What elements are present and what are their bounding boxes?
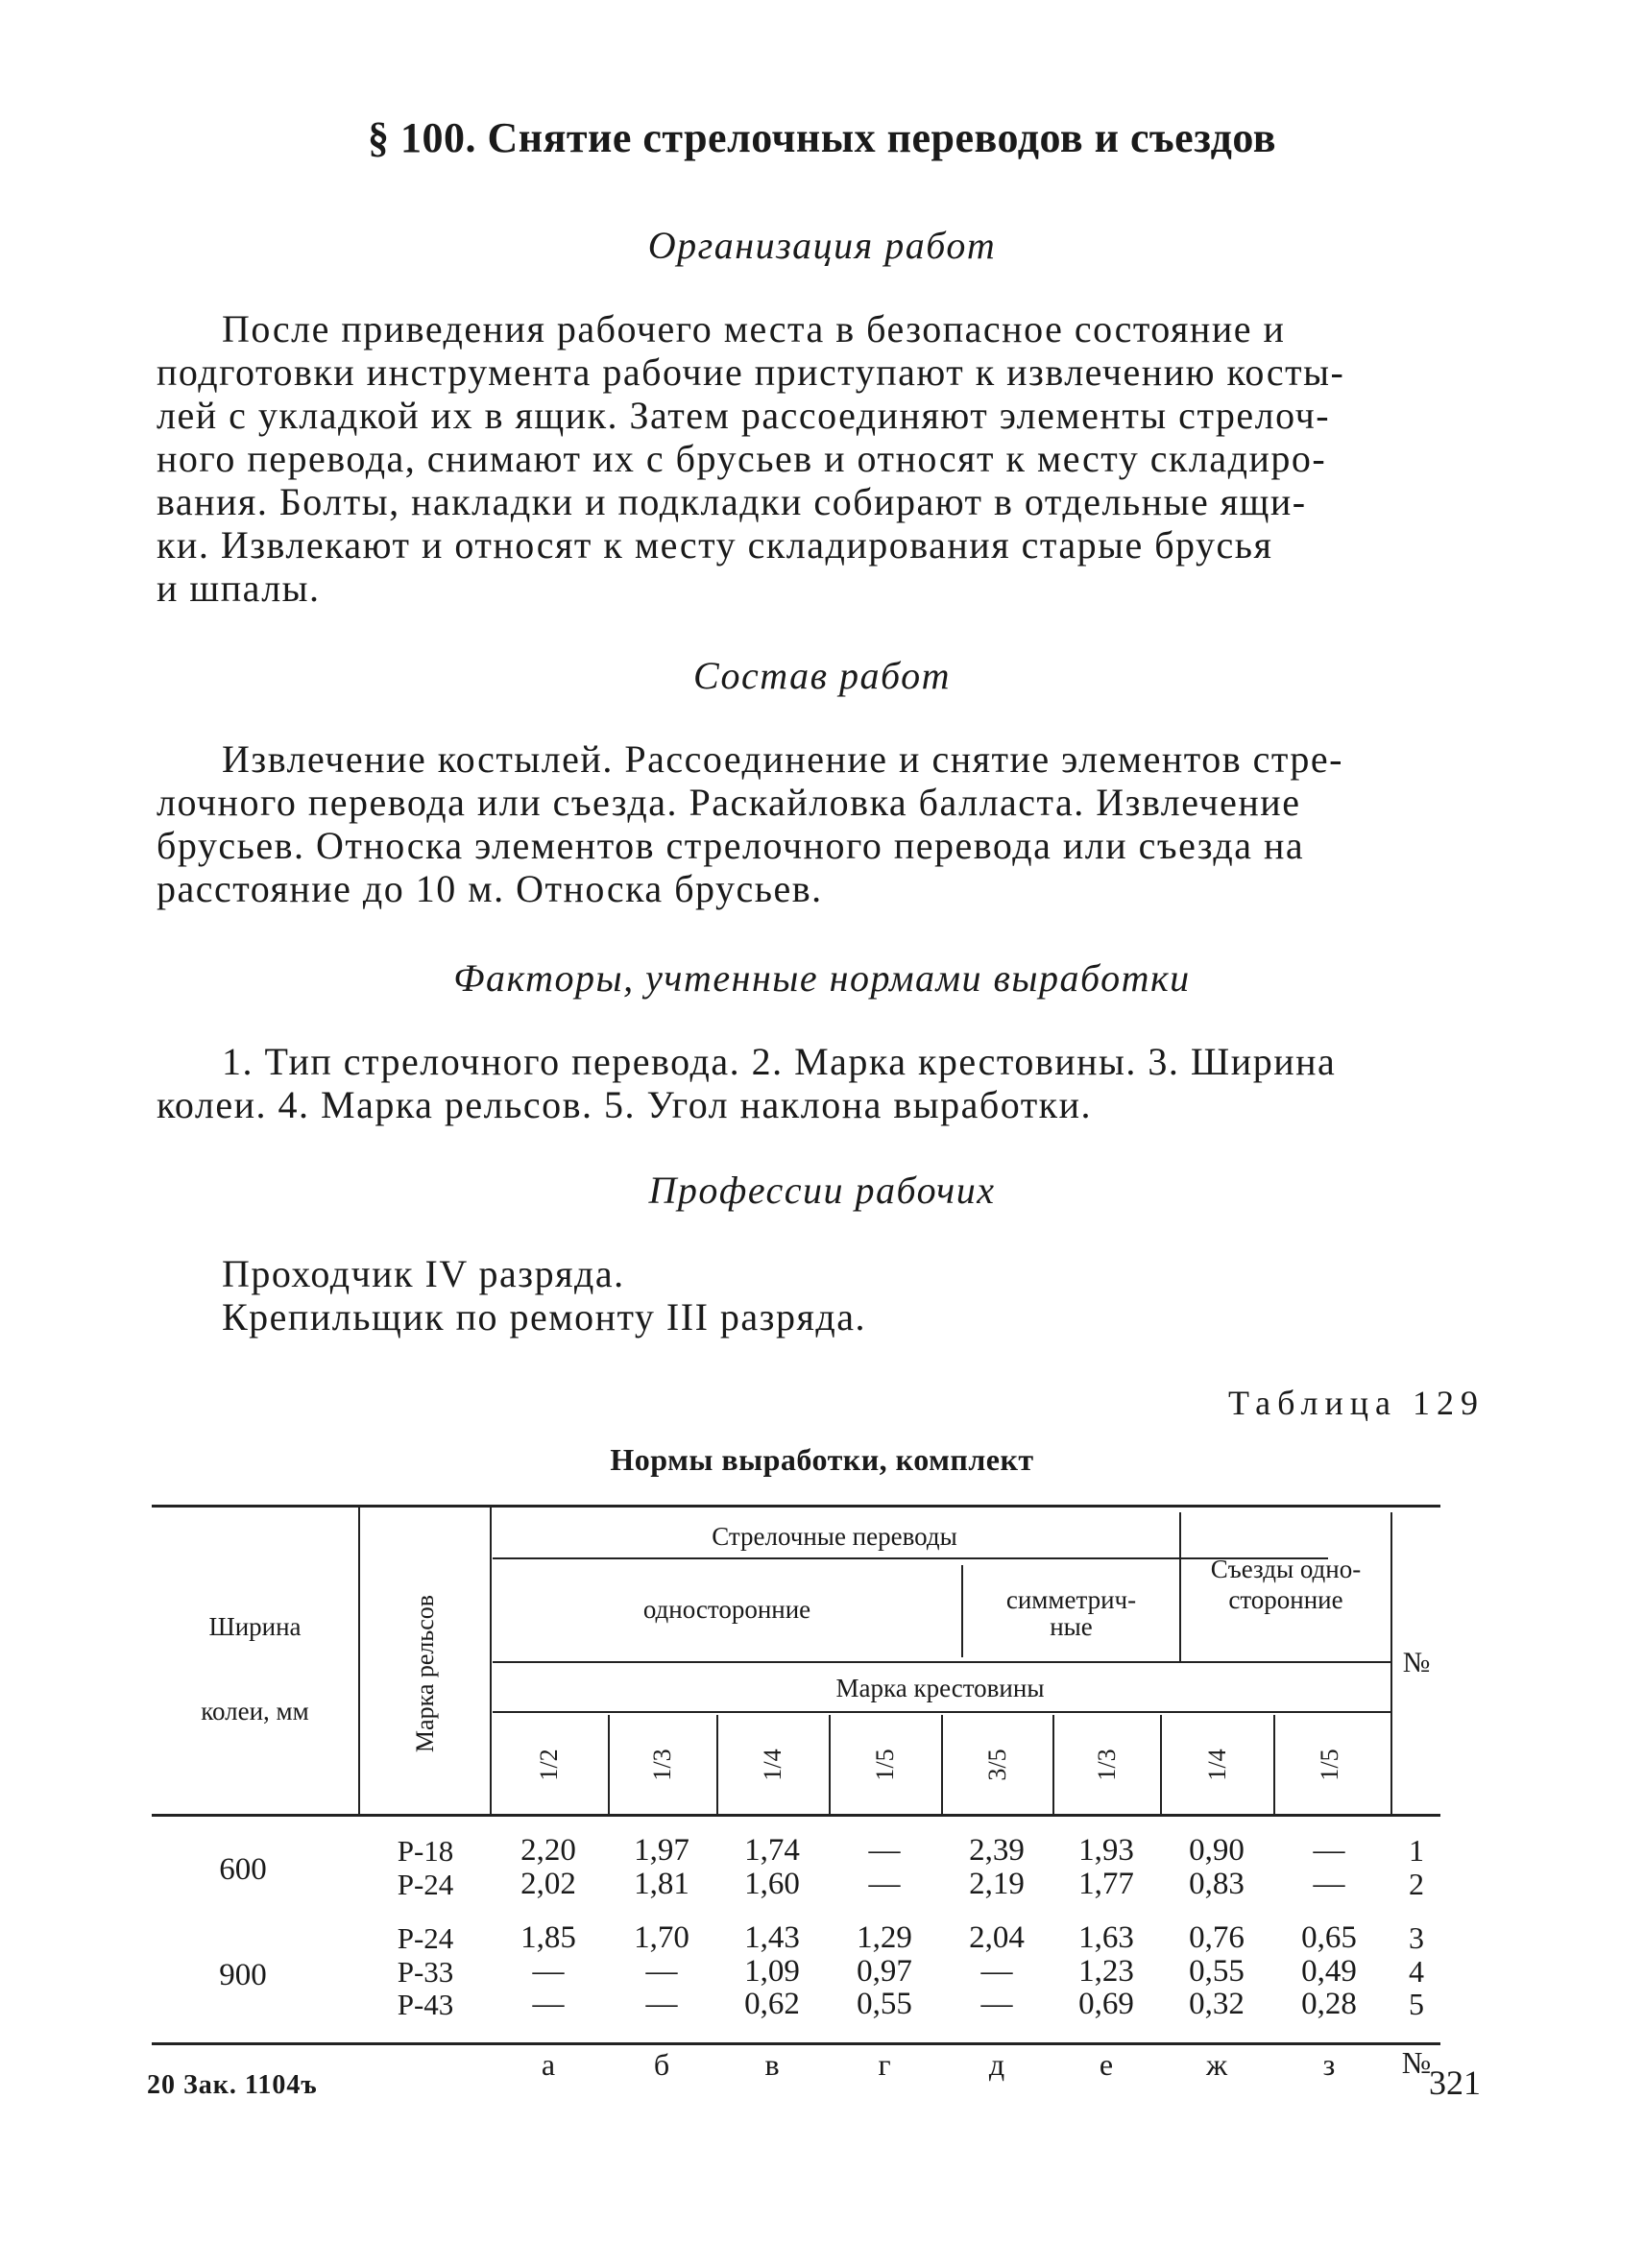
frog-col-label: 1/5 xyxy=(1316,1749,1343,1781)
org-paragraph xyxy=(157,307,1485,610)
value-cell: 1,43 xyxy=(744,1920,800,1955)
rail-brand-cell: Р-33 xyxy=(397,1955,454,1989)
frog-col-label: 1/3 xyxy=(648,1749,676,1781)
value-cell: 2,20 xyxy=(520,1833,576,1868)
value-cell: — xyxy=(1313,1833,1345,1868)
value-cell: 0,90 xyxy=(1189,1833,1245,1868)
rule-under-frog-mark xyxy=(493,1711,1390,1713)
col-divider xyxy=(1052,1715,1054,1814)
value-cell: 0,55 xyxy=(857,1987,912,2021)
crossovers-header-line1: Съезды одно- xyxy=(1210,1555,1362,1583)
col-divider xyxy=(1160,1715,1162,1814)
value-cell: 1,29 xyxy=(857,1920,912,1955)
row-number: 4 xyxy=(1409,1954,1424,1989)
gauge-header-line1: Ширина xyxy=(208,1612,302,1641)
col-divider xyxy=(1273,1715,1275,1814)
value-cell: — xyxy=(532,1954,565,1989)
col-divider xyxy=(358,1505,360,1814)
value-cell: — xyxy=(980,1987,1013,2021)
value-cell: 0,69 xyxy=(1078,1987,1134,2021)
factors-line: 1. Тип стрелочного перевода. 2. Марка крестовины. 3. Ширина xyxy=(222,1040,1337,1083)
crossovers-header-line2: сторонние xyxy=(1228,1585,1343,1614)
factors-line: колеи. 4. Марка рельсов. 5. Угол наклона выработки. xyxy=(157,1083,1093,1126)
column-letter: в xyxy=(764,2047,780,2082)
value-cell: 1,63 xyxy=(1078,1920,1134,1955)
value-cell: 1,23 xyxy=(1078,1954,1134,1989)
professions-subheading: Профессии рабочих xyxy=(648,1169,996,1212)
column-letter: ж xyxy=(1205,2047,1228,2082)
symmetric-header-line2: ные xyxy=(1050,1612,1093,1641)
value-cell: — xyxy=(1313,1867,1345,1901)
composition-line: Извлечение костылей. Рассоединение и снятие элементов стре- xyxy=(222,737,1343,781)
table-bottom-rule xyxy=(152,2042,1440,2045)
org-line: ного перевода, снимают их с брусьев и относят к месту складиро- xyxy=(157,437,1327,480)
column-letter: а xyxy=(541,2047,556,2082)
composition-subheading: Состав работ xyxy=(693,654,951,697)
frog-col-label: 1/4 xyxy=(1203,1749,1231,1781)
column-letter: б xyxy=(653,2047,670,2082)
org-line: вания. Болты, накладки и подкладки собирают в отдельные ящи- xyxy=(157,480,1307,523)
rail-brand-header: Марка рельсов xyxy=(411,1594,439,1753)
gauge-900: 900 xyxy=(219,1958,267,1992)
row-number: 3 xyxy=(1409,1920,1424,1955)
value-cell: — xyxy=(980,1954,1013,1989)
gauge-header-line2: колеи, мм xyxy=(201,1697,309,1725)
value-cell: 0,76 xyxy=(1189,1920,1245,1955)
value-cell: 1,93 xyxy=(1078,1833,1134,1868)
header-bottom-rule xyxy=(152,1814,1440,1817)
value-cell: 1,74 xyxy=(744,1833,800,1868)
column-letter: г xyxy=(878,2047,891,2082)
value-cell: — xyxy=(868,1833,901,1868)
value-cell: 1,09 xyxy=(744,1954,800,1989)
org-line: лей с укладкой их в ящик. Затем рассоединяют элементы стрелоч- xyxy=(157,394,1331,437)
column-letter: з xyxy=(1322,2047,1336,2082)
rail-brand-cell: Р-24 xyxy=(397,1868,454,1901)
symmetric-header-line1: симметрич- xyxy=(1005,1585,1137,1614)
col-divider xyxy=(829,1715,831,1814)
value-cell: 0,55 xyxy=(1189,1954,1245,1989)
column-letter: д xyxy=(988,2047,1005,2082)
table-title: Нормы выработки, комплект xyxy=(610,1442,1034,1477)
value-cell: 2,39 xyxy=(969,1833,1025,1868)
frog-col-label: 1/4 xyxy=(759,1749,786,1781)
letters-number-label: № xyxy=(1401,2045,1432,2080)
gauge-600: 600 xyxy=(219,1852,267,1887)
row-number: 1 xyxy=(1409,1833,1424,1868)
value-cell: 0,32 xyxy=(1189,1987,1245,2021)
col-divider xyxy=(490,1505,492,1814)
col-divider xyxy=(941,1715,943,1814)
value-cell: 1,77 xyxy=(1078,1867,1134,1901)
frog-mark-header: Марка крестовины xyxy=(835,1674,1045,1702)
value-cell: 0,65 xyxy=(1301,1920,1357,1955)
value-cell: 1,81 xyxy=(634,1867,689,1901)
org-line: и шпалы. xyxy=(157,567,321,610)
org-subheading: Организация работ xyxy=(647,224,997,267)
number-header: № xyxy=(1402,1647,1431,1678)
value-cell: 2,02 xyxy=(520,1867,576,1901)
frog-col-label: 1/3 xyxy=(1093,1749,1121,1781)
org-line: ки. Извлекают и относят к месту складирования старые брусья xyxy=(157,523,1273,567)
rule-under-types xyxy=(493,1661,1390,1663)
row-number: 5 xyxy=(1409,1987,1424,2021)
value-cell: 0,62 xyxy=(744,1987,800,2021)
professions-line: Проходчик IV разряда. xyxy=(222,1252,625,1295)
professions-line: Крепильщик по ремонту III разряда. xyxy=(222,1295,866,1339)
norms-table xyxy=(152,1505,1440,2082)
composition-paragraph xyxy=(157,737,1485,910)
rail-brand-cell: Р-43 xyxy=(397,1988,454,2021)
value-cell: 1,60 xyxy=(744,1867,800,1901)
value-cell: 1,85 xyxy=(520,1920,576,1955)
value-cell: — xyxy=(868,1867,901,1901)
one-sided-header: односторонние xyxy=(642,1595,811,1624)
frog-col-label: 1/2 xyxy=(535,1749,563,1781)
value-cell: — xyxy=(645,1987,678,2021)
rail-brand-cell: Р-24 xyxy=(397,1921,454,1955)
column-letter: е xyxy=(1099,2047,1114,2082)
table-number: Таблица 129 xyxy=(1228,1384,1485,1422)
value-cell: 0,83 xyxy=(1189,1867,1245,1901)
value-cell: 1,97 xyxy=(634,1833,689,1868)
org-line: подготовки инструмента рабочие приступают к извлечению косты- xyxy=(157,350,1345,394)
value-cell: 1,70 xyxy=(634,1920,689,1955)
value-cell: — xyxy=(645,1954,678,1989)
col-divider xyxy=(716,1715,718,1814)
rail-brand-cell: Р-18 xyxy=(397,1834,454,1868)
professions-paragraph xyxy=(157,1252,1485,1339)
value-cell: — xyxy=(532,1987,565,2021)
composition-line: лочного перевода или съезда. Раскайловка балласта. Извлечение xyxy=(157,781,1301,824)
print-order-note: 20 Зак. 1104ъ xyxy=(147,2070,318,2100)
factors-subheading: Факторы, учтенные нормами выработки xyxy=(453,956,1191,1000)
col-divider xyxy=(608,1715,610,1814)
section-heading: § 100. Снятие стрелочных переводов и съездов xyxy=(367,114,1277,161)
frog-col-label: 1/5 xyxy=(871,1749,899,1781)
composition-line: брусьев. Относка элементов стрелочного перевода или съезда на xyxy=(157,824,1305,867)
page-number: 321 xyxy=(1429,2063,1481,2102)
value-cell: 2,19 xyxy=(969,1867,1025,1901)
value-cell: 0,49 xyxy=(1301,1954,1357,1989)
row-number: 2 xyxy=(1409,1867,1424,1901)
org-line: После приведения рабочего места в безопасное состояние и xyxy=(222,307,1286,350)
value-cell: 0,28 xyxy=(1301,1987,1357,2021)
composition-line: расстояние до 10 м. Относка брусьев. xyxy=(157,867,823,910)
frog-col-label: 3/5 xyxy=(983,1749,1011,1781)
value-cell: 0,97 xyxy=(857,1954,912,1989)
switches-header: Стрелочные переводы xyxy=(712,1522,957,1551)
value-cell: 2,04 xyxy=(969,1920,1025,1955)
table-top-rule xyxy=(152,1505,1440,1508)
factors-paragraph xyxy=(157,1040,1485,1126)
